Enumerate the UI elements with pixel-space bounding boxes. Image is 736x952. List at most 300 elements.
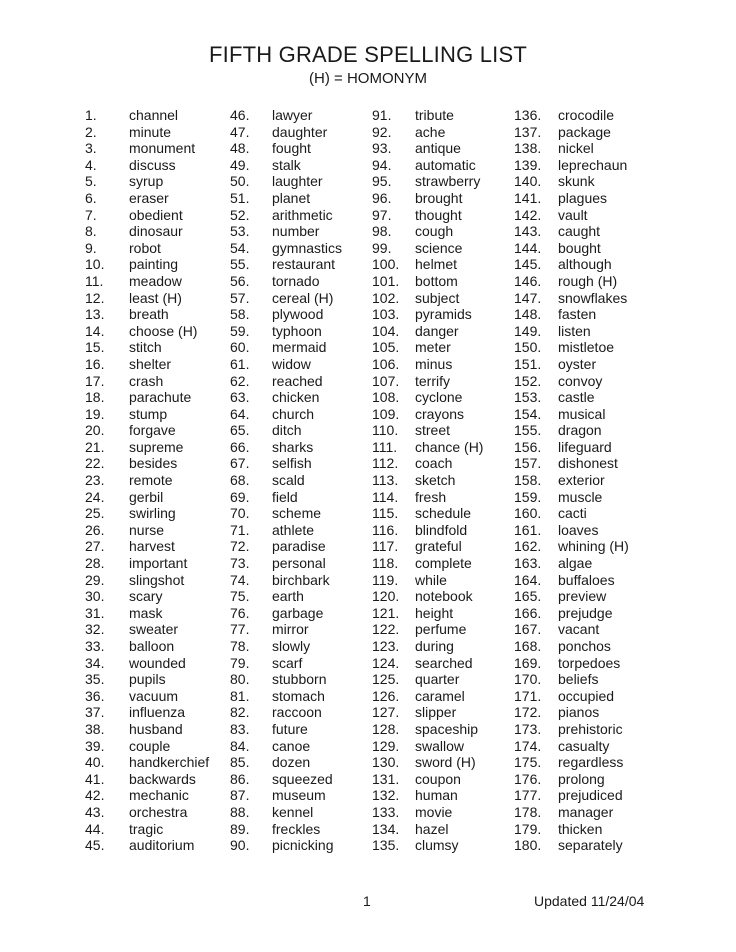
spelling-word: height bbox=[415, 604, 454, 621]
page-subtitle: (H) = HOMONYM bbox=[309, 70, 427, 87]
spelling-word: orchestra bbox=[129, 803, 188, 820]
spelling-word: laughter bbox=[272, 173, 323, 190]
spelling-word: dinosaur bbox=[129, 223, 183, 240]
spelling-word: science bbox=[415, 239, 463, 256]
item-number: 99. bbox=[372, 239, 392, 256]
spelling-word: scary bbox=[129, 588, 163, 605]
item-number: 80. bbox=[230, 671, 250, 688]
item-number: 95. bbox=[372, 173, 392, 190]
spelling-word: preview bbox=[558, 588, 607, 605]
item-number: 90. bbox=[230, 837, 250, 854]
item-number: 72. bbox=[230, 538, 250, 555]
item-number: 86. bbox=[230, 770, 250, 787]
spelling-word: planet bbox=[272, 189, 311, 206]
item-number: 139. bbox=[514, 156, 542, 173]
item-number: 2. bbox=[85, 123, 97, 140]
item-number: 91. bbox=[372, 107, 392, 123]
spelling-word: danger bbox=[415, 322, 459, 339]
spelling-word: field bbox=[272, 488, 298, 505]
item-number: 13. bbox=[85, 306, 105, 323]
spelling-word: shelter bbox=[129, 355, 172, 372]
item-number: 131. bbox=[372, 770, 400, 787]
item-number: 135. bbox=[372, 837, 400, 854]
item-number: 110. bbox=[372, 422, 399, 439]
item-number: 151. bbox=[514, 355, 542, 372]
spelling-word: freckles bbox=[272, 820, 321, 837]
item-number: 29. bbox=[85, 571, 105, 588]
item-number: 84. bbox=[230, 737, 250, 754]
spelling-word: quarter bbox=[415, 671, 460, 688]
spelling-word: caramel bbox=[415, 687, 465, 704]
item-number: 3. bbox=[85, 140, 97, 157]
item-number: 37. bbox=[85, 704, 105, 721]
item-number: 87. bbox=[230, 787, 250, 804]
item-number: 8. bbox=[85, 223, 97, 240]
item-number: 127. bbox=[372, 704, 400, 721]
spelling-word: forgave bbox=[129, 422, 176, 439]
item-number: 169. bbox=[514, 654, 542, 671]
spelling-word: future bbox=[272, 720, 308, 737]
item-number: 100. bbox=[372, 256, 400, 273]
spelling-word: plagues bbox=[558, 189, 608, 206]
spelling-word: stubborn bbox=[272, 671, 327, 688]
spelling-word: occupied bbox=[558, 687, 615, 704]
spelling-word: manager bbox=[558, 803, 614, 820]
spelling-word: slowly bbox=[272, 638, 311, 654]
item-number: 83. bbox=[230, 720, 250, 737]
item-number: 101. bbox=[372, 272, 400, 289]
spelling-word: breath bbox=[129, 306, 169, 323]
item-number: 12. bbox=[85, 289, 105, 306]
item-number: 115. bbox=[372, 505, 399, 522]
item-number: 167. bbox=[514, 621, 542, 638]
item-number: 38. bbox=[85, 720, 105, 737]
spelling-word: monument bbox=[129, 140, 196, 157]
spelling-word: gymnastics bbox=[272, 239, 343, 256]
spelling-word: arithmetic bbox=[272, 206, 333, 223]
spelling-word: couple bbox=[129, 737, 171, 754]
item-number: 148. bbox=[514, 306, 542, 323]
spelling-word: nurse bbox=[129, 521, 165, 538]
spelling-word: scarf bbox=[272, 654, 303, 671]
spelling-word: separately bbox=[558, 837, 623, 854]
spelling-word: stomach bbox=[272, 687, 325, 704]
item-number: 63. bbox=[230, 389, 250, 406]
spelling-word: buffaloes bbox=[558, 571, 615, 588]
item-number: 94. bbox=[372, 156, 392, 173]
item-number: 119. bbox=[372, 571, 399, 588]
spelling-word: backwards bbox=[129, 770, 196, 787]
item-number: 138. bbox=[514, 140, 542, 157]
item-number: 6. bbox=[85, 189, 97, 206]
spelling-word: nickel bbox=[558, 140, 594, 157]
item-number: 120. bbox=[372, 588, 400, 605]
item-number: 157. bbox=[514, 455, 542, 472]
spelling-word: cacti bbox=[558, 505, 587, 522]
item-number: 118. bbox=[372, 555, 399, 572]
item-number: 122. bbox=[372, 621, 400, 638]
spelling-word: scheme bbox=[272, 505, 322, 522]
spelling-word: canoe bbox=[272, 737, 311, 754]
spelling-word: eraser bbox=[129, 189, 169, 206]
spelling-word: casualty bbox=[558, 737, 610, 754]
spelling-word: typhoon bbox=[272, 322, 322, 339]
item-number: 21. bbox=[85, 438, 105, 455]
spelling-word: syrup bbox=[129, 173, 164, 190]
item-number: 11. bbox=[85, 272, 104, 289]
spelling-word: garbage bbox=[272, 604, 324, 621]
item-number: 26. bbox=[85, 521, 105, 538]
item-number: 17. bbox=[85, 372, 105, 389]
item-number: 106. bbox=[372, 355, 400, 372]
spelling-word: vacant bbox=[558, 621, 600, 638]
item-number: 75. bbox=[230, 588, 250, 605]
spelling-word: minus bbox=[415, 355, 453, 372]
item-number: 164. bbox=[514, 571, 542, 588]
spelling-word: crayons bbox=[415, 405, 465, 422]
spelling-word: thought bbox=[415, 206, 462, 223]
spelling-word: remote bbox=[129, 472, 173, 489]
item-number: 27. bbox=[85, 538, 105, 555]
item-number: 22. bbox=[85, 455, 105, 472]
spelling-word: personal bbox=[272, 555, 326, 572]
item-number: 52. bbox=[230, 206, 250, 223]
spelling-word: chance (H) bbox=[415, 438, 484, 455]
spelling-word: rough (H) bbox=[558, 272, 618, 289]
spelling-word: sharks bbox=[272, 438, 314, 455]
item-number: 98. bbox=[372, 223, 392, 240]
item-number: 14. bbox=[85, 322, 105, 339]
item-number: 107. bbox=[372, 372, 400, 389]
updated-date: Updated 11/24/04 bbox=[534, 893, 645, 909]
spelling-word: swirling bbox=[129, 505, 176, 522]
spelling-word: fought bbox=[272, 140, 311, 157]
item-number: 69. bbox=[230, 488, 250, 505]
item-number: 165. bbox=[514, 588, 542, 605]
spelling-word: scald bbox=[272, 472, 305, 489]
item-number: 74. bbox=[230, 571, 250, 588]
item-number: 58. bbox=[230, 306, 250, 323]
spelling-word: slipper bbox=[415, 704, 457, 721]
item-number: 137. bbox=[514, 123, 542, 140]
item-number: 117. bbox=[372, 538, 399, 555]
item-number: 50. bbox=[230, 173, 250, 190]
item-number: 70. bbox=[230, 505, 250, 522]
item-number: 30. bbox=[85, 588, 105, 605]
item-number: 53. bbox=[230, 223, 250, 240]
spelling-word: crocodile bbox=[558, 107, 615, 123]
spelling-word: athlete bbox=[272, 521, 315, 538]
spelling-word: helmet bbox=[415, 256, 458, 273]
spelling-word: channel bbox=[129, 107, 179, 123]
spelling-word: loaves bbox=[558, 521, 599, 538]
item-number: 93. bbox=[372, 140, 392, 157]
item-number: 124. bbox=[372, 654, 400, 671]
item-number: 104. bbox=[372, 322, 400, 339]
spelling-word: vault bbox=[558, 206, 588, 223]
spelling-word: while bbox=[415, 571, 447, 588]
spelling-word: coach bbox=[415, 455, 453, 472]
item-number: 39. bbox=[85, 737, 105, 754]
item-number: 41. bbox=[85, 770, 105, 787]
spelling-word: grateful bbox=[415, 538, 462, 555]
spelling-word: lifeguard bbox=[558, 438, 612, 455]
spelling-word: clumsy bbox=[415, 837, 459, 854]
spelling-word: algae bbox=[558, 555, 593, 572]
spelling-word: tragic bbox=[129, 820, 164, 837]
spelling-word: raccoon bbox=[272, 704, 322, 721]
spelling-word: minute bbox=[129, 123, 172, 140]
item-number: 65. bbox=[230, 422, 250, 439]
item-number: 55. bbox=[230, 256, 250, 273]
item-number: 130. bbox=[372, 754, 400, 771]
spelling-word: torpedoes bbox=[558, 654, 621, 671]
item-number: 40. bbox=[85, 754, 105, 771]
item-number: 140. bbox=[514, 173, 542, 190]
item-number: 176. bbox=[514, 770, 542, 787]
spelling-word: spaceship bbox=[415, 720, 479, 737]
item-number: 168. bbox=[514, 638, 542, 654]
item-number: 161. bbox=[514, 521, 542, 538]
item-number: 105. bbox=[372, 339, 400, 356]
item-number: 15. bbox=[85, 339, 105, 356]
spelling-word: cough bbox=[415, 223, 454, 240]
item-number: 133. bbox=[372, 803, 400, 820]
item-number: 163. bbox=[514, 555, 542, 572]
spelling-word: choose (H) bbox=[129, 322, 198, 339]
item-number: 112. bbox=[372, 455, 399, 472]
item-number: 16. bbox=[85, 355, 105, 372]
spelling-word: mermaid bbox=[272, 339, 327, 356]
spelling-word: sweater bbox=[129, 621, 179, 638]
item-number: 159. bbox=[514, 488, 542, 505]
item-number: 109. bbox=[372, 405, 400, 422]
item-number: 1. bbox=[85, 107, 97, 123]
item-number: 34. bbox=[85, 654, 105, 671]
spelling-word: balloon bbox=[129, 638, 175, 654]
item-number: 149. bbox=[514, 322, 542, 339]
spelling-word: husband bbox=[129, 720, 183, 737]
spelling-word: terrify bbox=[415, 372, 450, 389]
spelling-word: besides bbox=[129, 455, 178, 472]
spelling-word: oyster bbox=[558, 355, 597, 372]
spelling-word: convoy bbox=[558, 372, 603, 389]
spelling-word: perfume bbox=[415, 621, 467, 638]
spelling-word: church bbox=[272, 405, 315, 422]
item-number: 85. bbox=[230, 754, 250, 771]
item-number: 56. bbox=[230, 272, 250, 289]
spelling-word: exterior bbox=[558, 472, 605, 489]
item-number: 160. bbox=[514, 505, 542, 522]
spelling-word: complete bbox=[415, 555, 472, 572]
spelling-word: reached bbox=[272, 372, 323, 389]
item-number: 111. bbox=[372, 438, 398, 455]
spelling-word: tribute bbox=[415, 107, 454, 123]
item-number: 146. bbox=[514, 272, 542, 289]
item-number: 43. bbox=[85, 803, 105, 820]
spelling-word: notebook bbox=[415, 588, 473, 605]
spelling-word: schedule bbox=[415, 505, 472, 522]
spelling-word: harvest bbox=[129, 538, 175, 555]
spelling-word: influenza bbox=[129, 704, 186, 721]
item-number: 102. bbox=[372, 289, 400, 306]
item-number: 76. bbox=[230, 604, 250, 621]
spelling-word: castle bbox=[558, 389, 595, 406]
spelling-word: daughter bbox=[272, 123, 328, 140]
spelling-word: prolong bbox=[558, 770, 605, 787]
item-number: 4. bbox=[85, 156, 97, 173]
spelling-word: painting bbox=[129, 256, 179, 273]
item-number: 23. bbox=[85, 472, 105, 489]
page-title: FIFTH GRADE SPELLING LIST bbox=[209, 42, 527, 67]
spelling-word: bottom bbox=[415, 272, 458, 289]
spelling-word: ponchos bbox=[558, 638, 611, 654]
item-number: 114. bbox=[372, 488, 399, 505]
spelling-word: tornado bbox=[272, 272, 320, 289]
spelling-word: supreme bbox=[129, 438, 184, 455]
spelling-word: strawberry bbox=[415, 173, 481, 190]
spelling-word: lawyer bbox=[272, 107, 313, 123]
item-number: 36. bbox=[85, 687, 105, 704]
item-number: 64. bbox=[230, 405, 250, 422]
item-number: 10. bbox=[85, 256, 105, 273]
item-number: 150. bbox=[514, 339, 542, 356]
item-number: 49. bbox=[230, 156, 250, 173]
spelling-word: museum bbox=[272, 787, 326, 804]
spelling-word: gerbil bbox=[129, 488, 164, 505]
spelling-word: brought bbox=[415, 189, 463, 206]
item-number: 180. bbox=[514, 837, 542, 854]
spelling-word: chicken bbox=[272, 389, 320, 406]
item-number: 42. bbox=[85, 787, 105, 804]
item-number: 158. bbox=[514, 472, 542, 489]
spelling-word: mistletoe bbox=[558, 339, 615, 356]
item-number: 79. bbox=[230, 654, 250, 671]
item-number: 152. bbox=[514, 372, 542, 389]
spelling-word: cyclone bbox=[415, 389, 463, 406]
spelling-word: obedient bbox=[129, 206, 183, 223]
item-number: 66. bbox=[230, 438, 250, 455]
item-number: 132. bbox=[372, 787, 400, 804]
item-number: 89. bbox=[230, 820, 250, 837]
item-number: 31. bbox=[85, 604, 105, 621]
spelling-word: searched bbox=[415, 654, 473, 671]
spelling-word: snowflakes bbox=[558, 289, 628, 306]
spelling-word: mirror bbox=[272, 621, 309, 638]
spelling-word: dragon bbox=[558, 422, 602, 439]
item-number: 173. bbox=[514, 720, 542, 737]
item-number: 141. bbox=[514, 189, 542, 206]
spelling-word: dishonest bbox=[558, 455, 618, 472]
spelling-word: discuss bbox=[129, 156, 176, 173]
item-number: 174. bbox=[514, 737, 542, 754]
spelling-word: cereal (H) bbox=[272, 289, 334, 306]
spelling-word: human bbox=[415, 787, 458, 804]
spelling-word: birchbark bbox=[272, 571, 330, 588]
spelling-word: restaurant bbox=[272, 256, 336, 273]
spelling-word: pupils bbox=[129, 671, 166, 688]
spelling-word: ditch bbox=[272, 422, 302, 439]
item-number: 129. bbox=[372, 737, 400, 754]
item-number: 142. bbox=[514, 206, 542, 223]
item-number: 68. bbox=[230, 472, 250, 489]
spelling-word: stitch bbox=[129, 339, 162, 356]
item-number: 57. bbox=[230, 289, 250, 306]
spelling-word: selfish bbox=[272, 455, 312, 472]
spelling-word: stump bbox=[129, 405, 168, 422]
item-number: 154. bbox=[514, 405, 542, 422]
spelling-word: dozen bbox=[272, 754, 311, 771]
spelling-word: squeezed bbox=[272, 770, 333, 787]
item-number: 178. bbox=[514, 803, 542, 820]
spelling-word: picnicking bbox=[272, 837, 334, 854]
spelling-word: auditorium bbox=[129, 837, 195, 854]
item-number: 62. bbox=[230, 372, 250, 389]
item-number: 44. bbox=[85, 820, 105, 837]
item-number: 35. bbox=[85, 671, 105, 688]
spelling-word: mechanic bbox=[129, 787, 189, 804]
item-number: 171. bbox=[514, 687, 542, 704]
spelling-word: earth bbox=[272, 588, 304, 605]
item-number: 177. bbox=[514, 787, 542, 804]
item-number: 172. bbox=[514, 704, 542, 721]
item-number: 25. bbox=[85, 505, 105, 522]
item-number: 96. bbox=[372, 189, 392, 206]
spelling-word: antique bbox=[415, 140, 461, 157]
spelling-word: prejudge bbox=[558, 604, 613, 621]
item-number: 47. bbox=[230, 123, 250, 140]
spelling-word: thicken bbox=[558, 820, 603, 837]
item-number: 123. bbox=[372, 638, 400, 654]
spelling-word: listen bbox=[558, 322, 591, 339]
item-number: 77. bbox=[230, 621, 250, 638]
item-number: 153. bbox=[514, 389, 542, 406]
spelling-word: sword (H) bbox=[415, 754, 476, 771]
spelling-word: although bbox=[558, 256, 612, 273]
spelling-word: muscle bbox=[558, 488, 603, 505]
item-number: 7. bbox=[85, 206, 97, 223]
spelling-word: kennel bbox=[272, 803, 314, 820]
item-number: 45. bbox=[85, 837, 105, 854]
spelling-word: parachute bbox=[129, 389, 192, 406]
spelling-word: fasten bbox=[558, 306, 597, 323]
spelling-word: whining (H) bbox=[558, 538, 629, 555]
spelling-word: sketch bbox=[415, 472, 456, 489]
spelling-word: street bbox=[415, 422, 451, 439]
spelling-word: meter bbox=[415, 339, 451, 356]
item-number: 81. bbox=[230, 687, 250, 704]
item-number: 71. bbox=[230, 521, 250, 538]
spelling-word: package bbox=[558, 123, 611, 140]
item-number: 92. bbox=[372, 123, 392, 140]
item-number: 143. bbox=[514, 223, 542, 240]
spelling-word: wounded bbox=[129, 654, 186, 671]
spelling-word: during bbox=[415, 638, 454, 654]
item-number: 144. bbox=[514, 239, 542, 256]
item-number: 19. bbox=[85, 405, 105, 422]
spelling-word: prehistoric bbox=[558, 720, 623, 737]
item-number: 48. bbox=[230, 140, 250, 157]
item-number: 88. bbox=[230, 803, 250, 820]
item-number: 108. bbox=[372, 389, 400, 406]
item-number: 28. bbox=[85, 555, 105, 572]
spelling-word: prejudiced bbox=[558, 787, 623, 804]
item-number: 59. bbox=[230, 322, 250, 339]
spelling-word: pyramids bbox=[415, 306, 472, 323]
item-number: 73. bbox=[230, 555, 250, 572]
spelling-word: leprechaun bbox=[558, 156, 628, 173]
spelling-word: subject bbox=[415, 289, 460, 306]
